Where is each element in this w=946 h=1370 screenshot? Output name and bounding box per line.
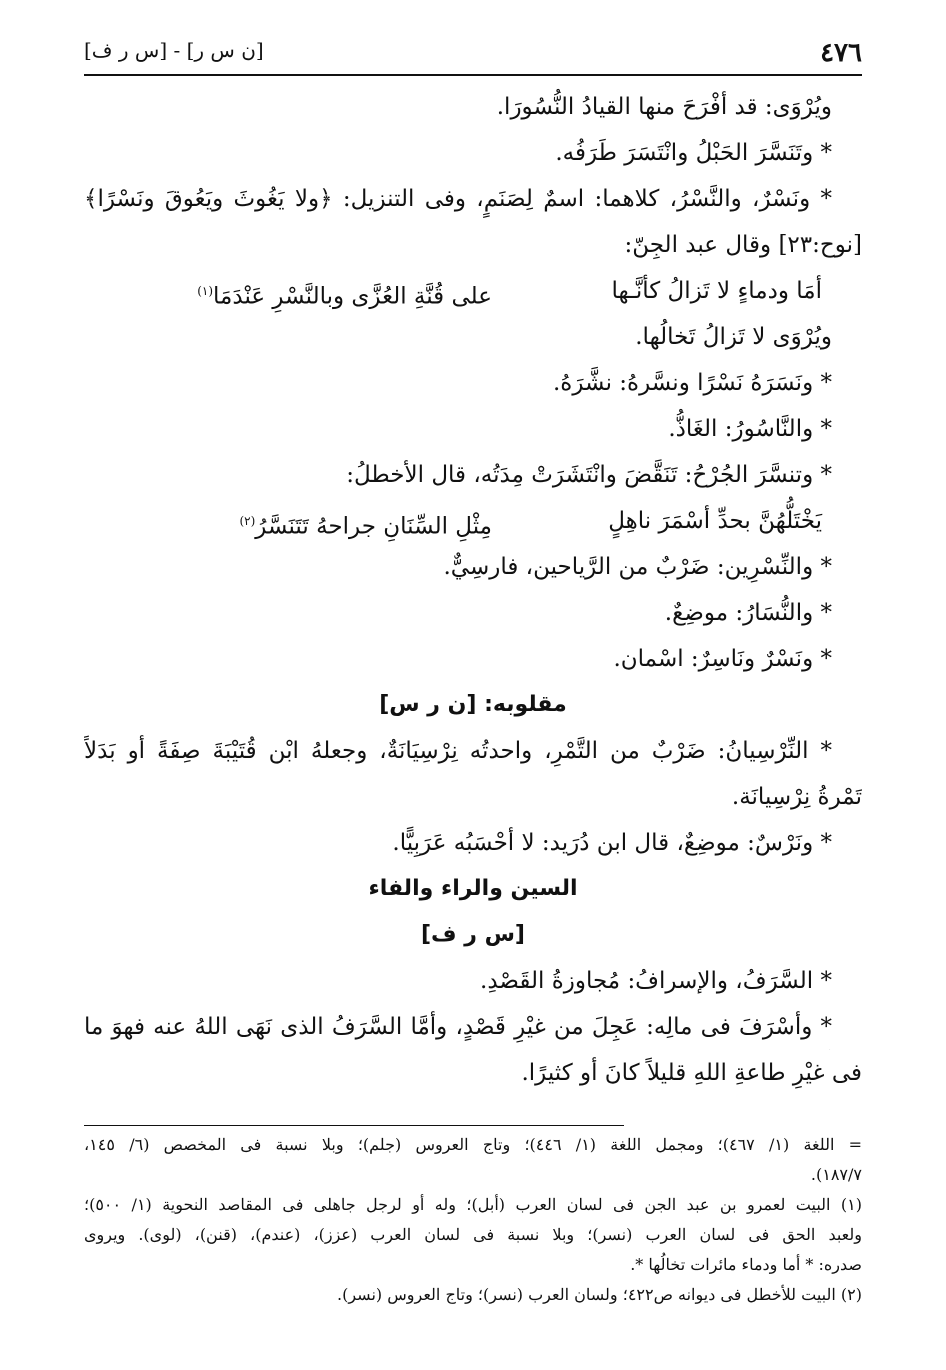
section-heading: مقلوبه: [ن ر س]	[379, 692, 567, 717]
main-text	[84, 84, 862, 1096]
footnote-line: = اللغة (١/ ٤٦٧)؛ ومجمل اللغة (١/ ٤٤٦)؛ وتاج العروس (جلم)؛ وبلا نسبة فى المخصص (٦/ ١٤٥،	[84, 1135, 862, 1154]
text-line: فى غيْرِ طاعةِ اللهِ قليلاً كانَ أو كثيرًا.	[521, 1060, 862, 1086]
text-line: ويُرْوَى لا تَزالُ تَخالُها.	[635, 324, 832, 350]
verse-text: مِثْلِ السِّنَانِ جراحهُ تَتَنَسَّرُ	[255, 513, 492, 540]
footnote-line: ولعبد الحق فى لسان العرب (نسر)؛ وبلا نسبة فى لسان العرب (عزز)، (عندم)، (قنن)، (لوى). ويروى	[84, 1225, 862, 1244]
footnote-line: (١) البيت لعمرو بن عبد الجن فى لسان العرب (أبل)؛ وله أو لرجل جاهلى فى المقاصد النحوية (١/ ٥٠٠)؛	[84, 1195, 862, 1214]
text-line: * وأسْرَفَ فى مالِه: عَجِلَ من غيْرِ قَصْدٍ، وأمَّا السَّرَفُ الذى نَهَى اللهُ عنه فهوَ ما	[84, 1014, 832, 1040]
text-line: * وتنسَّرَ الجُرْحُ: تَنَقَّضَ وانْتَشَرَتْ مِدَتُه، قال الأخطلُ:	[346, 462, 832, 488]
text-line: * والنَّاسُورُ: الغَاذُّ.	[668, 416, 832, 442]
footnote-line: (٢) البيت للأخطل فى ديوانه ص٤٢٢؛ ولسان العرب (نسر)؛ وتاج العروس (نسر).	[337, 1285, 862, 1304]
page-number: ٤٧٦	[820, 38, 862, 68]
text-line: * ونَرْسٌ: موضِعٌ، قال ابن دُرَيد: لا أحْسَبُه عَرَبِيًّا.	[392, 830, 832, 856]
verse-line	[84, 498, 862, 544]
footnote-line: صدره: * أما ودماء مائرات تخالُها *.	[630, 1255, 862, 1274]
text-line: [نوح:٢٣] وقال عبد الجِنّ:	[624, 232, 862, 258]
text-line: ويُرْوَى: قد أفْرَحَ منها القيادُ النُّسُورَا.	[496, 94, 832, 120]
verse-text: على قُنَّةِ العُزَّى وبالنَّسْرِ عَنْدَمَا	[213, 283, 492, 310]
text-line: * والنِّسْرِين: ضَرْبٌ من الرَّياحين، فارسِيٌّ.	[443, 554, 832, 580]
footnote-rule	[84, 1125, 624, 1126]
entry-heading: [س ر ف]	[420, 922, 525, 947]
text-line: * السَّرَفُ، والإسرافُ: مُجاوزةُ القَصْدِ.	[480, 968, 832, 994]
text-line: تَمْرةُ نِرْسِيانَة.	[731, 784, 862, 810]
text-line: * ونَسَرَهُ نَسْرًا ونسَّرهُ: نشَّرَهُ.	[553, 370, 832, 396]
text-line: * النِّرْسِيانُ: ضَرْبٌ من التَّمْرِ، واحدتُه نِرْسِيَانَةٌ، وجعلهُ ابْن قُتَيْبَةَ صِفَةً أو بَدَلاً	[84, 738, 832, 764]
page-header	[84, 34, 862, 74]
verse-second-hemistich	[239, 498, 492, 550]
text-line: * ونَسْرٌ ونَاسِرٌ: اسْمان.	[613, 646, 832, 672]
footnote-line: ١٨٧/٧).	[810, 1165, 862, 1184]
verse-first-hemistich: أمَا ودماءٍ لا تَزالُ كأنَّـها	[611, 278, 822, 304]
chapter-heading: السين والراء والفاء	[368, 876, 578, 901]
text-line: * وتَنَسَّرَ الحَبْلُ وانْتَسَرَ طَرَفُه.	[555, 140, 832, 166]
verse-second-hemistich	[197, 268, 492, 320]
footnote-marker: (٢)	[239, 514, 256, 528]
header-rule	[84, 74, 862, 76]
running-head: [ن س ر] - [س ر ف]	[84, 38, 264, 62]
footnote-marker: (١)	[197, 284, 214, 298]
text-line: * ونَسْرٌ، والنَّسْرُ، كلاهما: اسمٌ لِصَنَمٍ، وفى التنزيل: ﴿ولا يَغُوثَ ويَعُوقَ ونَسْرًا﴾	[84, 186, 832, 212]
verse-line	[84, 268, 862, 314]
footnotes	[84, 1130, 862, 1310]
verse-first-hemistich: يَخْتَلُّهُنَّ بحدِّ أسْمَرَ ناهِلٍ	[608, 508, 822, 534]
text-line: * والنُّسَارُ: موضِعٌ.	[664, 600, 832, 626]
